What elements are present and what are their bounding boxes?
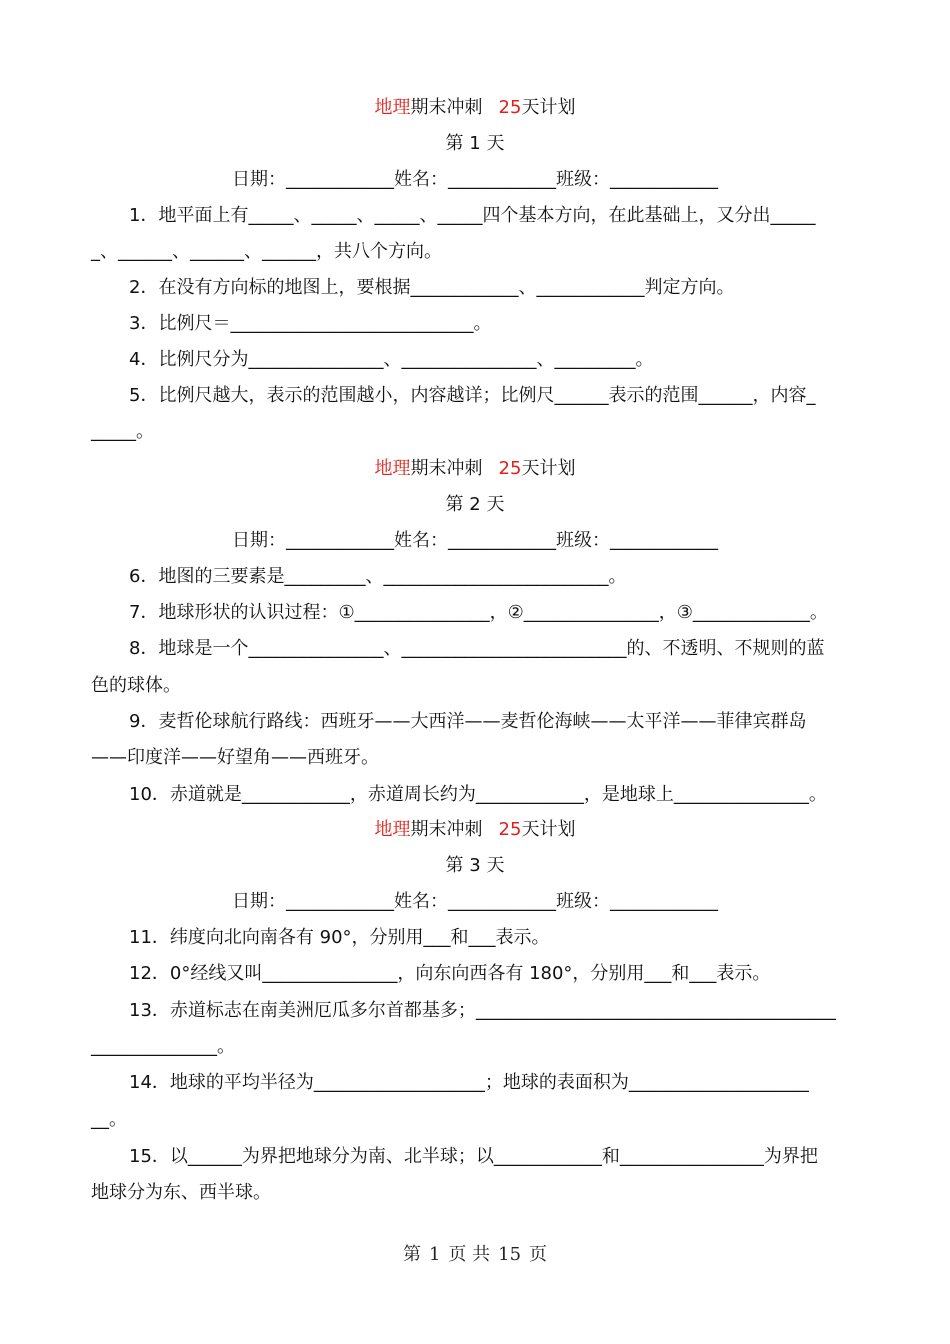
question-line: ______________。: [91, 1036, 235, 1057]
plan-title-number: 25: [498, 97, 522, 118]
question-line: 9．麦哲伦球航行路线：西班牙——大西洋——麦哲伦海峡——太平洋——菲律宾群岛: [129, 711, 807, 732]
question-line: 地球分为东、西半球。: [91, 1182, 271, 1203]
plan-title-red: 地理: [374, 97, 411, 118]
plan-title-number: 25: [498, 458, 522, 479]
info-line: 日期：____________姓名：____________班级：____________: [232, 530, 718, 551]
plan-title-red: 地理: [374, 819, 411, 840]
question-line: 13．赤道标志在南美洲厄瓜多尔首都基多；________________________________________: [129, 1000, 836, 1021]
plan-title-number: 25: [498, 819, 522, 840]
plan-title-tail: 天计划: [521, 819, 576, 840]
question-line: 3．比例尺＝___________________________。: [129, 313, 492, 334]
plan-title: [0, 457, 950, 481]
question-line: 4．比例尺分为_______________、_______________、_________。: [129, 349, 654, 370]
question-line: __。: [91, 1109, 127, 1130]
question-line: 12．0°经线又叫_______________，向东向西各有 180°，分别用___和___表示。: [129, 963, 771, 984]
question-line: ——印度洋——好望角——西班牙。: [91, 747, 379, 768]
info-line: 日期：____________姓名：____________班级：____________: [232, 169, 718, 190]
question-line: 7．地球形状的认识过程：①_______________，②_______________，③_____________。: [129, 602, 828, 623]
plan-title-rest: 期末冲刺: [410, 97, 483, 118]
plan-title-red: 地理: [374, 458, 411, 479]
question-line: 色的球体。: [91, 675, 181, 696]
day-heading: 第 1 天: [445, 133, 505, 154]
footer-page-number: 1: [428, 1244, 441, 1265]
plan-title-tail: 天计划: [521, 97, 576, 118]
plan-title-rest: 期末冲刺: [410, 819, 483, 840]
question-line: 5．比例尺越大，表示的范围越小，内容越详；比例尺______表示的范围______，内容_: [129, 385, 816, 406]
plan-title: [0, 818, 950, 842]
plan-title-rest: 期末冲刺: [410, 458, 483, 479]
question-line: 1．地平面上有_____、_____、_____、_____四个基本方向，在此基础上，又分出_____: [129, 205, 816, 226]
day-heading: 第 2 天: [445, 494, 505, 515]
question-line: 11．纬度向北向南各有 90°，分别用___和___表示。: [129, 927, 550, 948]
plan-title: [0, 96, 950, 120]
page-footer: [0, 1243, 950, 1267]
question-line: 8．地球是一个_______________、_________________________的、不透明、不规则的蓝: [129, 638, 825, 659]
question-line: 10．赤道就是____________，赤道周长约为____________，是地球上_______________。: [129, 784, 827, 805]
footer-suffix: 页: [529, 1244, 548, 1265]
info-line: 日期：____________姓名：____________班级：____________: [232, 891, 718, 912]
question-line: _、______、______、______，共八个方向。: [91, 241, 442, 262]
question-line: 2．在没有方向标的地图上，要根据____________、____________判定方向。: [129, 277, 735, 298]
question-line: 6．地图的三要素是_________、_________________________。: [129, 566, 627, 587]
day-heading: 第 3 天: [445, 855, 505, 876]
question-line: _____。: [91, 421, 154, 442]
footer-total-pages: 15: [498, 1244, 522, 1265]
question-line: 15．以______为界把地球分为南、北半球；以____________和________________为界把: [129, 1146, 818, 1167]
footer-prefix: 第: [402, 1244, 421, 1265]
plan-title-tail: 天计划: [521, 458, 576, 479]
footer-mid: 页 共: [448, 1244, 491, 1265]
question-line: 14．地球的平均半径为___________________；地球的表面积为____________________: [129, 1072, 809, 1093]
